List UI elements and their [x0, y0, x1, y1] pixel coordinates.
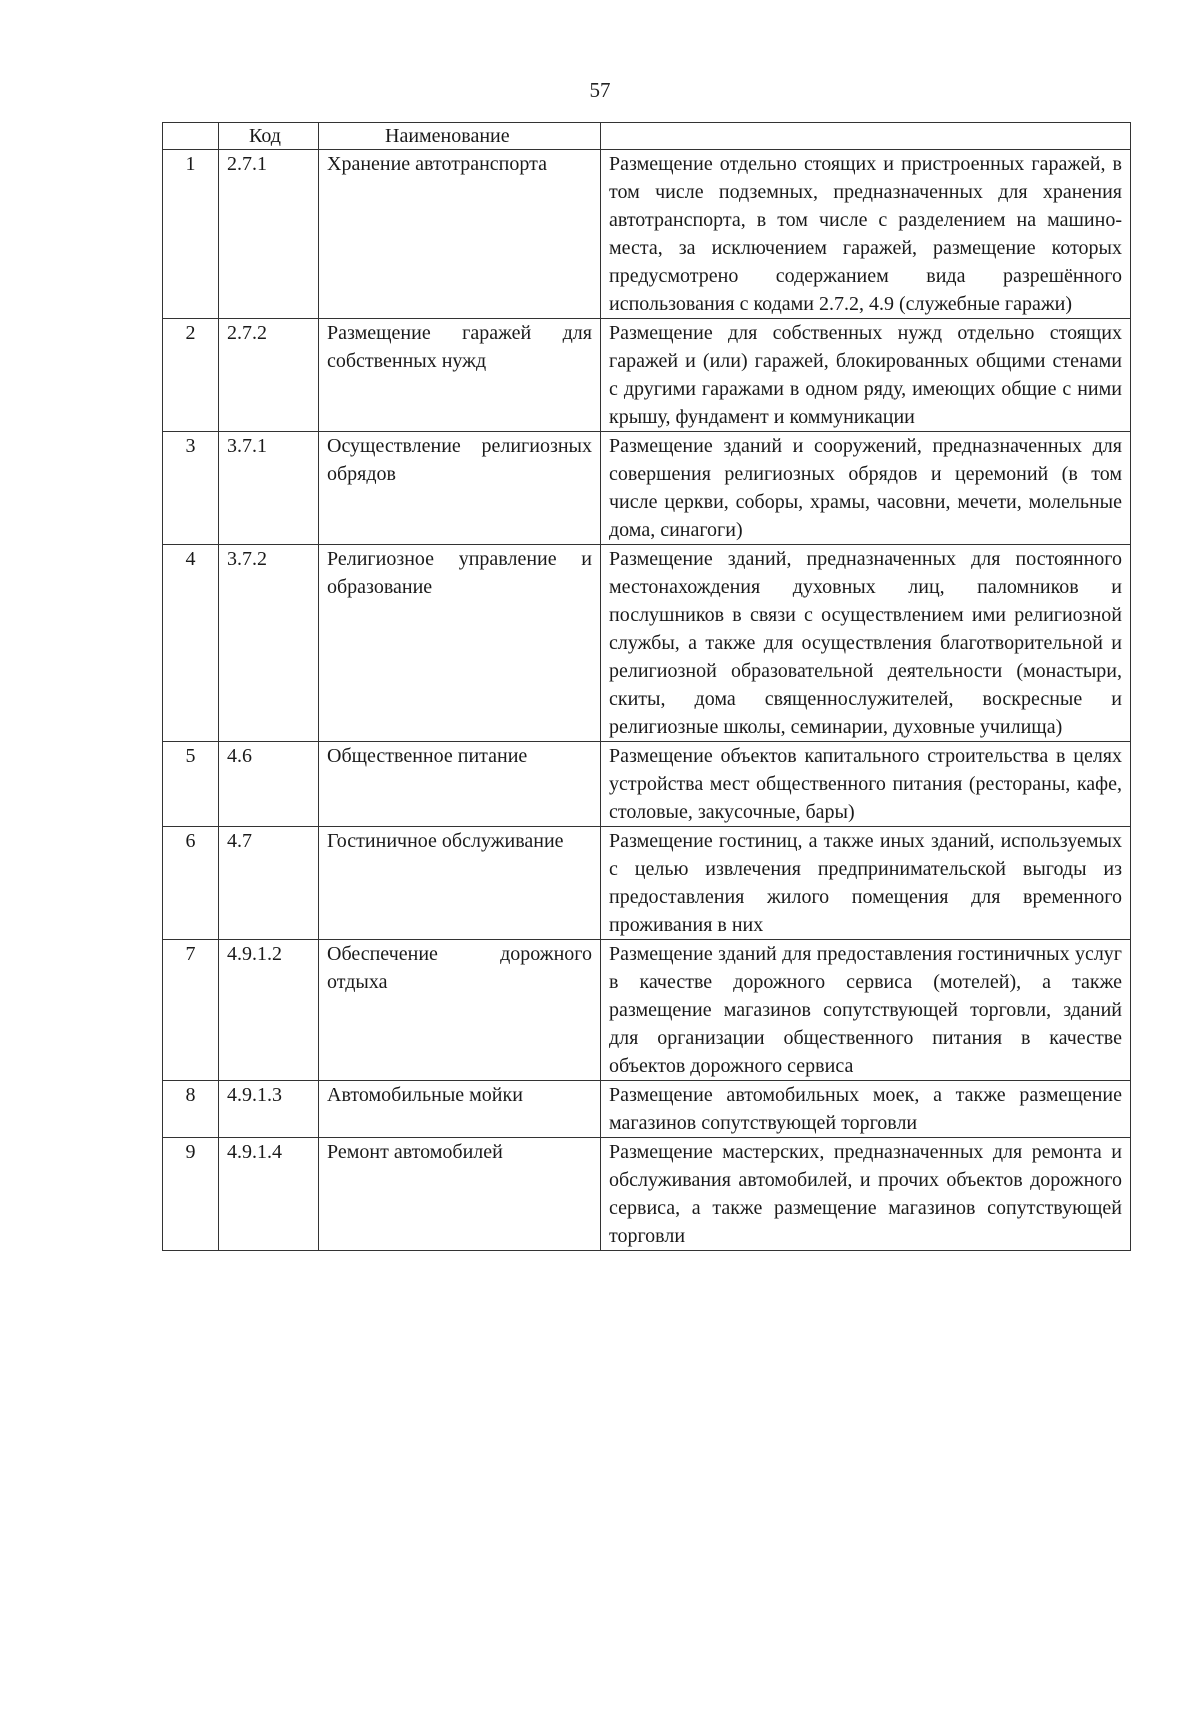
table-row [163, 827, 1131, 940]
row-code: 3.7.2 [219, 545, 319, 742]
row-name: Размещение гаражей для собственных нужд [319, 319, 601, 432]
row-name: Общественное питание [319, 742, 601, 827]
row-number: 2 [163, 319, 219, 432]
row-name: Гостиничное обслуживание [319, 827, 601, 940]
row-description: Размещение объектов капитального строительства в целях устройства мест общественного питания (рестораны, кафе, столовые, закусочные, бары) [601, 742, 1131, 827]
row-name: Хранение автотранспорта [319, 150, 601, 319]
row-description: Размещение гостиниц, а также иных зданий, используемых с целью извлечения предпринимательской выгоды из предоставления жилого помещения для временного проживания в них [601, 827, 1131, 940]
table-row [163, 1138, 1131, 1251]
header-number [163, 123, 219, 150]
table-row [163, 150, 1131, 319]
row-description: Размещение зданий для предоставления гостиничных услуг в качестве дорожного сервиса (мотелей), а также размещение магазинов сопутствующей торговли, зданий для организации общественного питания в качестве объектов дорожного сервиса [601, 940, 1131, 1081]
row-name: Автомобильные мойки [319, 1081, 601, 1138]
row-number: 1 [163, 150, 219, 319]
row-number: 9 [163, 1138, 219, 1251]
row-code: 2.7.1 [219, 150, 319, 319]
row-code: 4.6 [219, 742, 319, 827]
row-number: 4 [163, 545, 219, 742]
row-description: Размещение зданий и сооружений, предназначенных для совершения религиозных обрядов и церемоний (в том числе церкви, соборы, храмы, часовни, мечети, молельные дома, синагоги) [601, 432, 1131, 545]
row-name: Религиозное управление и образование [319, 545, 601, 742]
table-row [163, 545, 1131, 742]
row-number: 7 [163, 940, 219, 1081]
row-code: 4.7 [219, 827, 319, 940]
land-use-table [162, 122, 1131, 1251]
table-row [163, 742, 1131, 827]
table-row [163, 1081, 1131, 1138]
row-description: Размещение отдельно стоящих и пристроенных гаражей, в том числе подземных, предназначенных для хранения автотранспорта, в том числе с разделением на машино-места, за исключением гаражей, размещение которых предусмотрено содержанием вида разрешённого использования с кодами 2.7.2, 4.9 (служебные гаражи) [601, 150, 1131, 319]
row-description: Размещение зданий, предназначенных для постоянного местонахождения духовных лиц, паломников и послушников в связи с осуществлением ими религиозной службы, а также для осуществления благотворительной и религиозной образовательной деятельности (монастыри, скиты, дома священнослужителей, воскресные и религиозные школы, семинарии, духовные училища) [601, 545, 1131, 742]
table-header-row [163, 123, 1131, 150]
row-code: 3.7.1 [219, 432, 319, 545]
row-number: 3 [163, 432, 219, 545]
table-row [163, 940, 1131, 1081]
row-code: 2.7.2 [219, 319, 319, 432]
row-number: 6 [163, 827, 219, 940]
page-number: 57 [589, 78, 611, 102]
table-row [163, 319, 1131, 432]
table-row [163, 432, 1131, 545]
row-name: Осуществление религиозных обрядов [319, 432, 601, 545]
header-name: Наименование [319, 123, 601, 150]
header-code: Код [219, 123, 319, 150]
row-description: Размещение для собственных нужд отдельно стоящих гаражей и (или) гаражей, блокированных общими стенами с другими гаражами в одном ряду, имеющих общие с ними крышу, фундамент и коммуникации [601, 319, 1131, 432]
row-name: Обеспечение дорожного отдыха [319, 940, 601, 1081]
row-name: Ремонт автомобилей [319, 1138, 601, 1251]
row-description: Размещение мастерских, предназначенных для ремонта и обслуживания автомобилей, и прочих объектов дорожного сервиса, а также размещение магазинов сопутствующей торговли [601, 1138, 1131, 1251]
row-description: Размещение автомобильных моек, а также размещение магазинов сопутствующей торговли [601, 1081, 1131, 1138]
header-description [601, 123, 1131, 150]
row-code: 4.9.1.4 [219, 1138, 319, 1251]
row-number: 5 [163, 742, 219, 827]
row-code: 4.9.1.3 [219, 1081, 319, 1138]
row-number: 8 [163, 1081, 219, 1138]
row-code: 4.9.1.2 [219, 940, 319, 1081]
